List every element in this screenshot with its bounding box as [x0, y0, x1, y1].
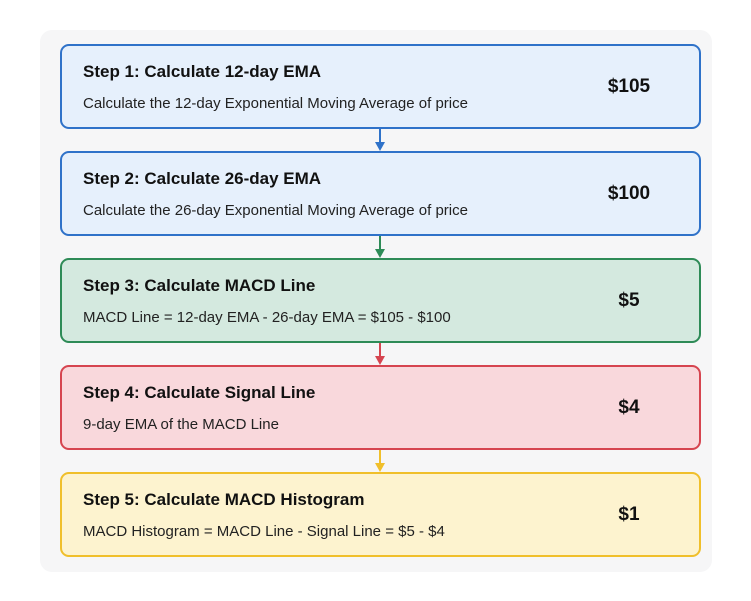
step-2-box	[60, 151, 701, 236]
step-5-value: $1	[618, 504, 640, 525]
step-2-title: Step 2: Calculate 26-day EMA	[83, 169, 322, 188]
step-3-title: Step 3: Calculate MACD Line	[83, 276, 316, 295]
step-3-description: MACD Line = 12-day EMA - 26-day EMA = $105 - $100	[83, 309, 451, 326]
step-2-description: Calculate the 26-day Exponential Moving Average of price	[83, 202, 468, 219]
step-1-value: $105	[607, 76, 651, 97]
step-5-description: MACD Histogram = MACD Line - Signal Line = $5 - $4	[83, 523, 445, 540]
step-4-title: Step 4: Calculate Signal Line	[83, 383, 316, 402]
step-1-description: Calculate the 12-day Exponential Moving Average of price	[83, 95, 468, 112]
step-1-box	[60, 44, 701, 129]
step-3-value: $5	[618, 290, 640, 311]
arrow-down-icon	[373, 450, 387, 473]
arrow-down-icon	[373, 129, 387, 152]
step-5-title: Step 5: Calculate MACD Histogram	[83, 490, 365, 509]
arrow-down-icon	[373, 343, 387, 366]
step-4-value: $4	[618, 397, 640, 418]
step-5-box	[60, 472, 701, 557]
step-4-box	[60, 365, 701, 450]
step-1-title: Step 1: Calculate 12-day EMA	[83, 62, 322, 81]
step-2-value: $100	[607, 183, 651, 204]
arrow-down-icon	[373, 236, 387, 259]
step-3-box	[60, 258, 701, 343]
step-4-description: 9-day EMA of the MACD Line	[83, 416, 279, 433]
